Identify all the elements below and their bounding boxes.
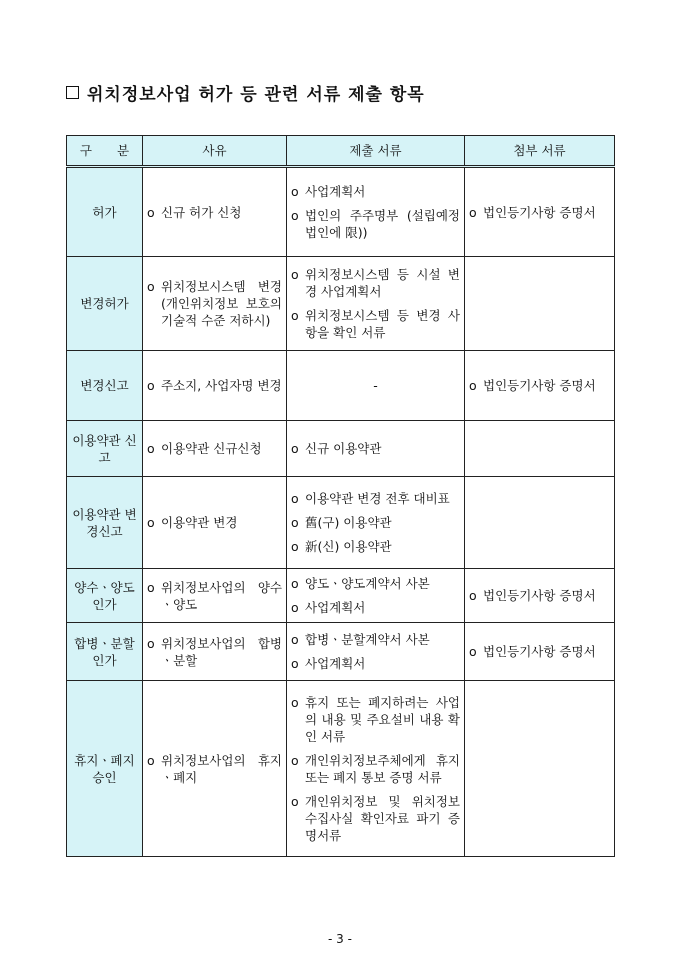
attachments-cell xyxy=(465,421,615,477)
attachments-cell xyxy=(465,623,615,681)
bullet-icon: o xyxy=(291,576,299,591)
reason-cell xyxy=(143,477,287,569)
reason-item xyxy=(147,752,282,786)
attachments-cell xyxy=(465,681,615,857)
row-label: 허가 xyxy=(67,167,143,257)
document-text: 위치정보시스템 등 변경 사항을 확인 서류 xyxy=(305,308,460,340)
table-row xyxy=(67,681,615,857)
document-text: 新(신) 이용약관 xyxy=(305,539,392,554)
bullet-icon: o xyxy=(291,267,299,282)
document-item xyxy=(291,631,460,648)
attachment-item xyxy=(469,643,610,660)
attachments-cell xyxy=(465,257,615,351)
bullet-icon: o xyxy=(147,279,155,294)
header-row xyxy=(67,136,615,167)
document-item xyxy=(291,655,460,672)
header-documents: 제출 서류 xyxy=(287,136,465,167)
document-table xyxy=(66,135,615,857)
reason-text: 이용약관 변경 xyxy=(161,515,238,530)
document-text: 사업계획서 xyxy=(305,656,366,671)
bullet-icon: o xyxy=(291,441,299,456)
document-item xyxy=(291,575,460,592)
attachment-item xyxy=(469,587,610,604)
bullet-icon: o xyxy=(291,793,299,809)
bullet-icon: o xyxy=(469,204,477,220)
attachment-item xyxy=(469,204,610,221)
documents-cell xyxy=(287,167,465,257)
attachment-item xyxy=(469,377,610,394)
row-label: 이용약관 신고 xyxy=(67,421,143,477)
bullet-icon: o xyxy=(469,588,477,603)
document-text: 위치정보시스템 등 시설 변경 사업계획서 xyxy=(305,267,460,299)
header-category: 구 분 xyxy=(67,136,143,167)
bullet-icon: o xyxy=(291,208,299,223)
attachments-cell xyxy=(465,477,615,569)
document-text: 개인위치정보 및 위치정보 수집사실 확인자료 파기 증명서류 xyxy=(305,793,460,843)
document-text: 사업계획서 xyxy=(305,184,366,199)
reason-text: 이용약관 신규신청 xyxy=(161,441,262,456)
page-title xyxy=(66,80,425,105)
reason-cell xyxy=(143,681,287,857)
reason-text: 위치정보사업의 합병ㆍ분할 xyxy=(161,635,282,668)
table-row xyxy=(67,477,615,569)
attachment-text: 법인등기사항 증명서 xyxy=(483,588,596,603)
reason-text: 위치정보사업의 휴지ㆍ폐지 xyxy=(161,752,282,785)
page-number: - 3 - xyxy=(328,932,352,946)
reason-cell xyxy=(143,569,287,623)
header-attachments: 첨부 서류 xyxy=(465,136,615,167)
documents-cell xyxy=(287,623,465,681)
attachment-text: 법인등기사항 증명서 xyxy=(483,378,596,393)
attachment-text: 법인등기사항 증명서 xyxy=(483,204,596,220)
reason-cell xyxy=(143,351,287,421)
reason-item xyxy=(147,579,282,613)
checkbox-square-icon xyxy=(66,86,79,99)
bullet-icon: o xyxy=(147,579,155,595)
bullet-icon: o xyxy=(147,635,155,651)
document-item xyxy=(291,694,460,745)
document-item xyxy=(291,183,460,200)
documents-cell xyxy=(287,681,465,857)
document-item xyxy=(291,307,460,341)
document-text: 양도ㆍ양도계약서 사본 xyxy=(305,576,430,591)
attachments-cell xyxy=(465,569,615,623)
row-label: 이용약관 변경신고 xyxy=(67,477,143,569)
bullet-icon: o xyxy=(291,632,299,647)
reason-item xyxy=(147,278,282,329)
reason-item xyxy=(147,514,282,531)
reason-cell xyxy=(143,167,287,257)
document-item xyxy=(291,538,460,555)
reason-item xyxy=(147,440,282,457)
document-item xyxy=(291,599,460,616)
bullet-icon: o xyxy=(291,184,299,199)
reason-cell xyxy=(143,421,287,477)
header-reason: 사유 xyxy=(143,136,287,167)
documents-cell xyxy=(287,569,465,623)
bullet-icon: o xyxy=(291,752,299,768)
document-text: 이용약관 변경 전후 대비표 xyxy=(305,491,450,506)
document-text: 휴지 또는 폐지하려는 사업의 내용 및 주요설비 내용 확인 서류 xyxy=(305,694,460,744)
table-row xyxy=(67,569,615,623)
attachments-cell xyxy=(465,351,615,421)
document-item xyxy=(291,266,460,300)
bullet-icon: o xyxy=(147,204,155,220)
reason-text: 위치정보시스템 변경 (개인위치정보 보호의 기술적 수준 저하시) xyxy=(161,279,282,328)
documents-cell xyxy=(287,477,465,569)
document-text: 舊(구) 이용약관 xyxy=(305,515,392,530)
document-item xyxy=(291,207,460,241)
bullet-icon: o xyxy=(147,752,155,768)
row-label: 변경신고 xyxy=(67,351,143,421)
document-text: 합병ㆍ분할계약서 사본 xyxy=(305,632,430,647)
bullet-icon: o xyxy=(291,694,299,710)
bullet-icon: o xyxy=(291,600,299,615)
bullet-icon: o xyxy=(147,378,155,393)
bullet-icon: o xyxy=(469,644,477,659)
attachments-cell xyxy=(465,167,615,257)
document-item xyxy=(291,752,460,786)
reason-item xyxy=(147,635,282,669)
table-row xyxy=(67,257,615,351)
table-row xyxy=(67,167,615,257)
table-row xyxy=(67,421,615,477)
table-row xyxy=(67,351,615,421)
bullet-icon: o xyxy=(291,308,299,323)
documents-cell xyxy=(287,351,465,421)
bullet-icon: o xyxy=(147,515,155,530)
bullet-icon: o xyxy=(291,491,299,506)
reason-cell xyxy=(143,623,287,681)
reason-item xyxy=(147,377,282,394)
bullet-icon: o xyxy=(291,539,299,554)
document-item xyxy=(291,514,460,531)
documents-cell xyxy=(287,421,465,477)
empty-dash: - xyxy=(373,378,378,393)
row-label: 양수ㆍ양도 인가 xyxy=(67,569,143,623)
bullet-icon: o xyxy=(469,378,477,393)
row-label: 변경허가 xyxy=(67,257,143,351)
document-item xyxy=(291,440,460,457)
bullet-icon: o xyxy=(291,656,299,671)
reason-cell xyxy=(143,257,287,351)
bullet-icon: o xyxy=(291,515,299,530)
document-item xyxy=(291,490,460,507)
row-label: 합병ㆍ분할 인가 xyxy=(67,623,143,681)
reason-item xyxy=(147,204,282,221)
reason-text: 주소지, 사업자명 변경 xyxy=(161,378,282,393)
document-item xyxy=(291,793,460,844)
documents-cell xyxy=(287,257,465,351)
attachment-text: 법인등기사항 증명서 xyxy=(483,644,596,659)
title-text: 위치정보사업 허가 등 관련 서류 제출 항목 xyxy=(87,85,425,105)
bullet-icon: o xyxy=(147,441,155,456)
row-label: 휴지ㆍ폐지 승인 xyxy=(67,681,143,857)
document-text: 사업계획서 xyxy=(305,600,366,615)
reason-text: 위치정보사업의 양수ㆍ양도 xyxy=(161,579,282,612)
document-text: 개인위치정보주체에게 휴지 또는 폐지 통보 증명 서류 xyxy=(305,752,460,785)
reason-text: 신규 허가 신청 xyxy=(161,204,242,220)
document-text: 법인의 주주명부 (설립예정법인에 限)) xyxy=(305,208,460,240)
document-text: 신규 이용약관 xyxy=(305,441,382,456)
table-row xyxy=(67,623,615,681)
